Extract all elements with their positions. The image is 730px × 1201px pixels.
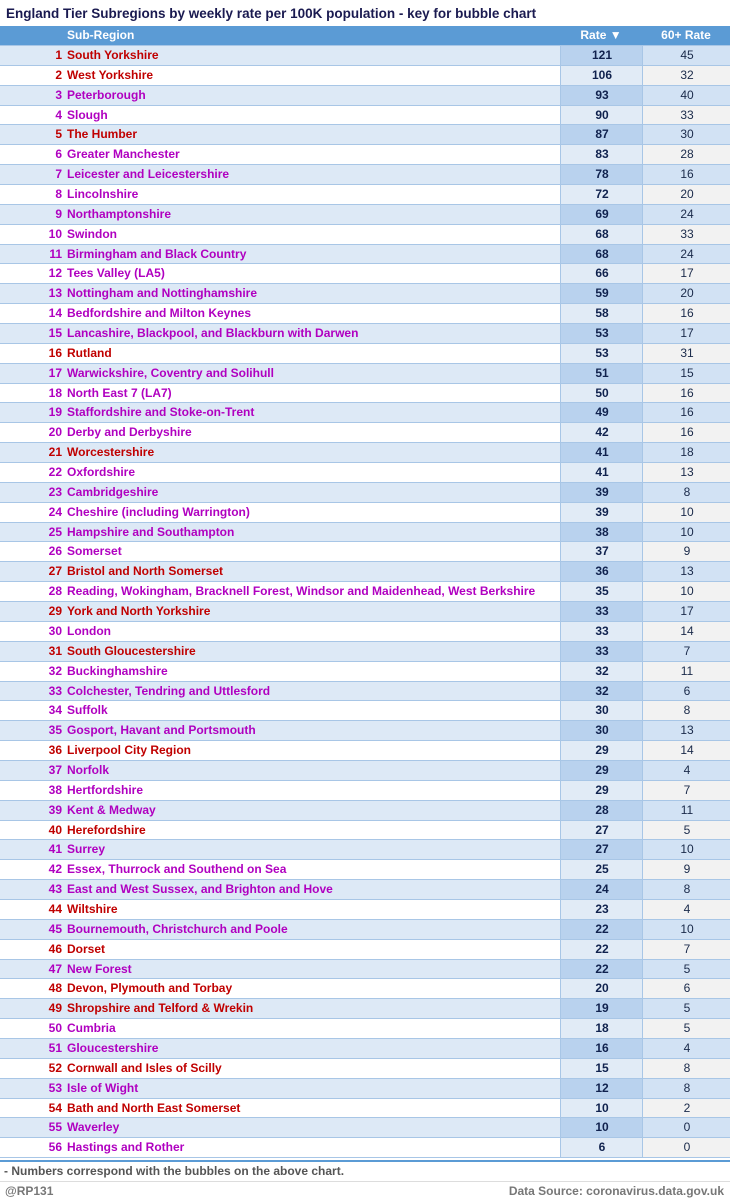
rate-60plus-value: 33: [642, 106, 730, 125]
table-row: [0, 682, 730, 702]
rate-value: 68: [560, 225, 643, 244]
rate-value: 27: [560, 840, 643, 859]
rate-value: 50: [560, 384, 643, 403]
table-row: [0, 801, 730, 821]
rate-value: 42: [560, 423, 643, 442]
table-row: [0, 821, 730, 841]
row-number: 24: [48, 504, 62, 519]
rate-60plus-value: 5: [642, 960, 730, 979]
rate-value: 68: [560, 245, 643, 264]
row-number: 41: [48, 842, 62, 857]
sub-region-name: Staffordshire and Stoke-on-Trent: [67, 405, 255, 420]
rate-60plus-value: 17: [642, 324, 730, 343]
table-row: [0, 125, 730, 145]
rate-value: 30: [560, 721, 643, 740]
table-row: [0, 840, 730, 860]
rate-value: 10: [560, 1118, 643, 1137]
table-row: [0, 1138, 730, 1158]
rate-value: 106: [560, 66, 643, 85]
rate-value: 53: [560, 344, 643, 363]
row-number: 45: [48, 921, 62, 936]
table-row: [0, 423, 730, 443]
sub-region-name: Waverley: [67, 1120, 120, 1135]
rate-60plus-value: 16: [642, 384, 730, 403]
rate-value: 41: [560, 443, 643, 462]
rate-60plus-value: 31: [642, 344, 730, 363]
row-number: 15: [48, 326, 62, 341]
rate-value: 32: [560, 662, 643, 681]
table-row: [0, 443, 730, 463]
row-number: 27: [48, 564, 62, 579]
sub-region-name: Colchester, Tendring and Uttlesford: [67, 683, 271, 698]
rate-60plus-value: 15: [642, 364, 730, 383]
sub-region-name: North East 7 (LA7): [67, 385, 172, 400]
rate-60plus-value: 13: [642, 463, 730, 482]
table-row: [0, 741, 730, 761]
rate-60plus-value: 10: [642, 582, 730, 601]
row-number: 30: [48, 623, 62, 638]
rate-60plus-value: 18: [642, 443, 730, 462]
sub-region-name: London: [67, 623, 111, 638]
row-number: 46: [48, 941, 62, 956]
rate-60plus-value: 9: [642, 542, 730, 561]
sub-region-name: Bournemouth, Christchurch and Poole: [67, 921, 288, 936]
rate-60plus-value: 5: [642, 1019, 730, 1038]
sub-region-name: Derby and Derbyshire: [67, 425, 192, 440]
row-number: 25: [48, 524, 62, 539]
row-number: 55: [48, 1120, 62, 1135]
table-row: [0, 542, 730, 562]
rate-60plus-value: 24: [642, 205, 730, 224]
rate-value: 37: [560, 542, 643, 561]
table-row: [0, 562, 730, 582]
table-row: [0, 384, 730, 404]
rate-value: 78: [560, 165, 643, 184]
row-number: 47: [48, 961, 62, 976]
sub-region-name: Tees Valley (LA5): [67, 266, 165, 281]
table-row: [0, 662, 730, 682]
row-number: 8: [55, 187, 62, 202]
table-row: [0, 582, 730, 602]
row-number: 19: [48, 405, 62, 420]
row-number: 6: [55, 147, 62, 162]
table-row: [0, 900, 730, 920]
rate-value: 93: [560, 86, 643, 105]
rate-value: 16: [560, 1039, 643, 1058]
rate-60plus-value: 0: [642, 1118, 730, 1137]
table-row: [0, 1118, 730, 1138]
table-row: [0, 1079, 730, 1099]
header-60plus-rate[interactable]: 60+ Rate: [661, 28, 711, 42]
rate-60plus-value: 4: [642, 1039, 730, 1058]
row-number: 14: [48, 306, 62, 321]
sub-region-name: Devon, Plymouth and Torbay: [67, 981, 233, 996]
author-handle: @RP131: [5, 1184, 54, 1198]
table-row: [0, 324, 730, 344]
rate-60plus-value: 20: [642, 185, 730, 204]
row-number: 5: [55, 127, 62, 142]
sub-region-name: Buckinghamshire: [67, 663, 168, 678]
table-row: [0, 999, 730, 1019]
sub-region-name: Wiltshire: [67, 901, 118, 916]
rate-60plus-value: 28: [642, 145, 730, 164]
table-row: [0, 145, 730, 165]
rate-value: 83: [560, 145, 643, 164]
rate-60plus-value: 0: [642, 1138, 730, 1157]
row-number: 2: [55, 67, 62, 82]
table-row: [0, 960, 730, 980]
rate-value: 53: [560, 324, 643, 343]
table-row: [0, 761, 730, 781]
sub-region-name: Cumbria: [67, 1021, 116, 1036]
sub-region-name: Gloucestershire: [67, 1040, 159, 1055]
row-number: 33: [48, 683, 62, 698]
table-row: [0, 344, 730, 364]
sub-region-name: Shropshire and Telford & Wrekin: [67, 1001, 254, 1016]
table-row: [0, 205, 730, 225]
table-row: [0, 979, 730, 999]
sub-region-name: Herefordshire: [67, 822, 146, 837]
row-number: 48: [48, 981, 62, 996]
rate-value: 66: [560, 264, 643, 283]
sub-region-name: Birmingham and Black Country: [67, 246, 247, 261]
table-row: [0, 46, 730, 66]
rate-value: 29: [560, 741, 643, 760]
row-number: 54: [48, 1100, 62, 1115]
rate-value: 19: [560, 999, 643, 1018]
table-row: [0, 483, 730, 503]
rate-value: 20: [560, 979, 643, 998]
sub-region-name: Essex, Thurrock and Southend on Sea: [67, 862, 287, 877]
sub-region-name: Warwickshire, Coventry and Solihull: [67, 365, 274, 380]
sub-region-name: Oxfordshire: [67, 465, 136, 480]
table-row: [0, 602, 730, 622]
rate-60plus-value: 7: [642, 940, 730, 959]
row-number: 40: [48, 822, 62, 837]
table-row: [0, 403, 730, 423]
rate-60plus-value: 17: [642, 602, 730, 621]
rate-60plus-value: 8: [642, 701, 730, 720]
table-row: [0, 1059, 730, 1079]
rate-value: 121: [560, 46, 643, 65]
sub-region-name: Nottingham and Nottinghamshire: [67, 286, 257, 301]
rate-60plus-value: 13: [642, 721, 730, 740]
rate-value: 51: [560, 364, 643, 383]
rate-value: 39: [560, 503, 643, 522]
rate-value: 28: [560, 801, 643, 820]
rate-60plus-value: 45: [642, 46, 730, 65]
sub-region-name: Slough: [67, 107, 108, 122]
row-number: 36: [48, 743, 62, 758]
rate-value: 59: [560, 284, 643, 303]
page-title: England Tier Subregions by weekly rate per 100K population - key for bubble chart: [6, 6, 537, 21]
rate-value: 27: [560, 821, 643, 840]
rate-60plus-value: 8: [642, 880, 730, 899]
table-row: [0, 86, 730, 106]
rate-60plus-value: 2: [642, 1099, 730, 1118]
sub-region-name: Somerset: [67, 544, 122, 559]
rate-60plus-value: 17: [642, 264, 730, 283]
sub-region-name: South Yorkshire: [67, 48, 159, 62]
sub-region-name: Kent & Medway: [67, 802, 156, 817]
rate-value: 12: [560, 1079, 643, 1098]
rate-value: 39: [560, 483, 643, 502]
row-number: 53: [48, 1080, 62, 1095]
row-number: 38: [48, 782, 62, 797]
sub-region-name: Isle of Wight: [67, 1080, 139, 1095]
table-row: [0, 1099, 730, 1119]
row-number: 12: [48, 266, 62, 281]
rate-60plus-value: 16: [642, 423, 730, 442]
row-number: 23: [48, 484, 62, 499]
sub-region-name: Cheshire (including Warrington): [67, 504, 250, 519]
rate-value: 30: [560, 701, 643, 720]
sub-region-name: The Humber: [67, 127, 138, 142]
table-row: [0, 642, 730, 662]
rate-value: 10: [560, 1099, 643, 1118]
rate-60plus-value: 16: [642, 165, 730, 184]
row-number: 50: [48, 1021, 62, 1036]
row-number: 20: [48, 425, 62, 440]
table-row: [0, 245, 730, 265]
table-row: [0, 364, 730, 384]
sub-region-name: Gosport, Havant and Portsmouth: [67, 723, 256, 738]
rate-60plus-value: 5: [642, 999, 730, 1018]
sub-region-name: Lincolnshire: [67, 187, 139, 202]
table-row: [0, 284, 730, 304]
table-row: [0, 66, 730, 86]
rate-60plus-value: 11: [642, 662, 730, 681]
rate-60plus-value: 10: [642, 840, 730, 859]
rate-value: 22: [560, 940, 643, 959]
table-row: [0, 225, 730, 245]
table-row: [0, 106, 730, 126]
rate-60plus-value: 8: [642, 1059, 730, 1078]
header-rate-sorted[interactable]: Rate ▼: [580, 28, 622, 42]
rate-value: 87: [560, 125, 643, 144]
table-row: [0, 463, 730, 483]
rate-60plus-value: 13: [642, 562, 730, 581]
row-number: 7: [55, 167, 62, 182]
rate-value: 22: [560, 960, 643, 979]
sub-region-name: Greater Manchester: [67, 147, 180, 162]
sub-region-name: Norfolk: [67, 762, 109, 777]
rate-60plus-value: 24: [642, 245, 730, 264]
sub-region-name: South Gloucestershire: [67, 643, 196, 658]
rate-60plus-value: 32: [642, 66, 730, 85]
row-number: 29: [48, 604, 62, 619]
region-table: [0, 26, 730, 1158]
table-row: [0, 701, 730, 721]
rate-60plus-value: 4: [642, 761, 730, 780]
rate-value: 35: [560, 582, 643, 601]
sub-region-name: Bristol and North Somerset: [67, 564, 224, 579]
table-row: [0, 880, 730, 900]
rate-value: 90: [560, 106, 643, 125]
table-row: [0, 503, 730, 523]
rate-60plus-value: 10: [642, 503, 730, 522]
rate-value: 69: [560, 205, 643, 224]
table-row: [0, 920, 730, 940]
table-row: [0, 165, 730, 185]
table-row: [0, 781, 730, 801]
rate-value: 33: [560, 642, 643, 661]
rate-60plus-value: 9: [642, 860, 730, 879]
table-row: [0, 523, 730, 543]
rate-60plus-value: 5: [642, 821, 730, 840]
sub-region-name: Liverpool City Region: [67, 743, 192, 758]
table-row: [0, 1019, 730, 1039]
rate-60plus-value: 10: [642, 523, 730, 542]
sub-region-name: West Yorkshire: [67, 67, 154, 82]
row-number: 17: [48, 365, 62, 380]
row-number: 21: [48, 445, 62, 460]
sub-region-name: Hastings and Rother: [67, 1140, 185, 1155]
table-row: [0, 721, 730, 741]
sub-region-name: Rutland: [67, 345, 112, 360]
rate-value: 24: [560, 880, 643, 899]
row-number: 52: [48, 1060, 62, 1075]
row-number: 44: [48, 901, 62, 916]
rate-60plus-value: 10: [642, 920, 730, 939]
header-sub-region[interactable]: Sub-Region: [67, 28, 135, 42]
rate-value: 29: [560, 781, 643, 800]
data-source: Data Source: coronavirus.data.gov.uk: [508, 1184, 724, 1198]
rate-value: 72: [560, 185, 643, 204]
row-number: 35: [48, 723, 62, 738]
row-number: 34: [48, 703, 62, 718]
rate-60plus-value: 40: [642, 86, 730, 105]
sub-region-name: Peterborough: [67, 87, 146, 102]
row-number: 51: [48, 1040, 62, 1055]
rate-value: 33: [560, 602, 643, 621]
sub-region-name: Cornwall and Isles of Scilly: [67, 1060, 222, 1075]
row-number: 10: [48, 226, 62, 241]
footer: [0, 1181, 730, 1201]
sub-region-name: York and North Yorkshire: [67, 604, 211, 619]
sub-region-name: Hampshire and Southampton: [67, 524, 235, 539]
row-number: 4: [55, 107, 62, 122]
rate-value: 58: [560, 304, 643, 323]
rate-60plus-value: 16: [642, 403, 730, 422]
row-number: 56: [48, 1140, 62, 1155]
rate-value: 18: [560, 1019, 643, 1038]
sub-region-name: Surrey: [67, 842, 106, 857]
rate-value: 32: [560, 682, 643, 701]
rate-60plus-value: 16: [642, 304, 730, 323]
rate-60plus-value: 30: [642, 125, 730, 144]
rate-value: 33: [560, 622, 643, 641]
sub-region-name: Reading, Wokingham, Bracknell Forest, Windsor and Maidenhead, West Berkshire: [67, 584, 536, 599]
sub-region-name: Suffolk: [67, 703, 108, 718]
row-number: 11: [49, 246, 62, 261]
table-header: [0, 26, 730, 46]
row-number: 3: [55, 87, 62, 102]
table-body: [0, 46, 730, 1158]
rate-value: 25: [560, 860, 643, 879]
row-number: 39: [48, 802, 62, 817]
rate-60plus-value: 14: [642, 741, 730, 760]
table-row: [0, 940, 730, 960]
row-number: 42: [48, 862, 62, 877]
rate-value: 36: [560, 562, 643, 581]
rate-60plus-value: 8: [642, 1079, 730, 1098]
sub-region-name: Bath and North East Somerset: [67, 1100, 241, 1115]
table-row: [0, 264, 730, 284]
sub-region-name: Bedfordshire and Milton Keynes: [67, 306, 252, 321]
row-number: 32: [48, 663, 62, 678]
row-number: 49: [48, 1001, 62, 1016]
row-number: 26: [48, 544, 62, 559]
row-number: 31: [48, 643, 62, 658]
row-number: 43: [48, 882, 62, 897]
sub-region-name: Swindon: [67, 226, 117, 241]
rate-value: 22: [560, 920, 643, 939]
rate-60plus-value: 7: [642, 781, 730, 800]
sub-region-name: Dorset: [67, 941, 106, 956]
rate-value: 41: [560, 463, 643, 482]
rate-60plus-value: 4: [642, 900, 730, 919]
rate-value: 6: [560, 1138, 643, 1157]
rate-60plus-value: 33: [642, 225, 730, 244]
rate-60plus-value: 6: [642, 682, 730, 701]
row-number: 9: [55, 206, 62, 221]
row-number: 28: [48, 584, 62, 599]
sub-region-name: Hertfordshire: [67, 782, 144, 797]
rate-value: 38: [560, 523, 643, 542]
sub-region-name: Lancashire, Blackpool, and Blackburn with Darwen: [67, 326, 359, 341]
table-row: [0, 860, 730, 880]
rate-value: 15: [560, 1059, 643, 1078]
table-row: [0, 622, 730, 642]
sub-region-name: Cambridgeshire: [67, 484, 159, 499]
footnote: - Numbers correspond with the bubbles on the above chart.: [0, 1160, 730, 1180]
rate-60plus-value: 6: [642, 979, 730, 998]
rate-value: 29: [560, 761, 643, 780]
sub-region-name: East and West Sussex, and Brighton and Hove: [67, 882, 333, 897]
sub-region-name: New Forest: [67, 961, 132, 976]
rate-value: 23: [560, 900, 643, 919]
sub-region-name: Leicester and Leicestershire: [67, 167, 230, 182]
row-number: 1: [55, 48, 62, 62]
row-number: 18: [48, 385, 62, 400]
rate-value: 49: [560, 403, 643, 422]
rate-60plus-value: 20: [642, 284, 730, 303]
table-row: [0, 304, 730, 324]
rate-60plus-value: 8: [642, 483, 730, 502]
rate-60plus-value: 7: [642, 642, 730, 661]
row-number: 13: [48, 286, 62, 301]
row-number: 22: [48, 465, 62, 480]
row-number: 37: [48, 762, 62, 777]
sub-region-name: Worcestershire: [67, 445, 155, 460]
rate-60plus-value: 11: [642, 801, 730, 820]
table-row: [0, 1039, 730, 1059]
row-number: 16: [48, 345, 62, 360]
table-row: [0, 185, 730, 205]
rate-60plus-value: 14: [642, 622, 730, 641]
sub-region-name: Northamptonshire: [67, 206, 172, 221]
